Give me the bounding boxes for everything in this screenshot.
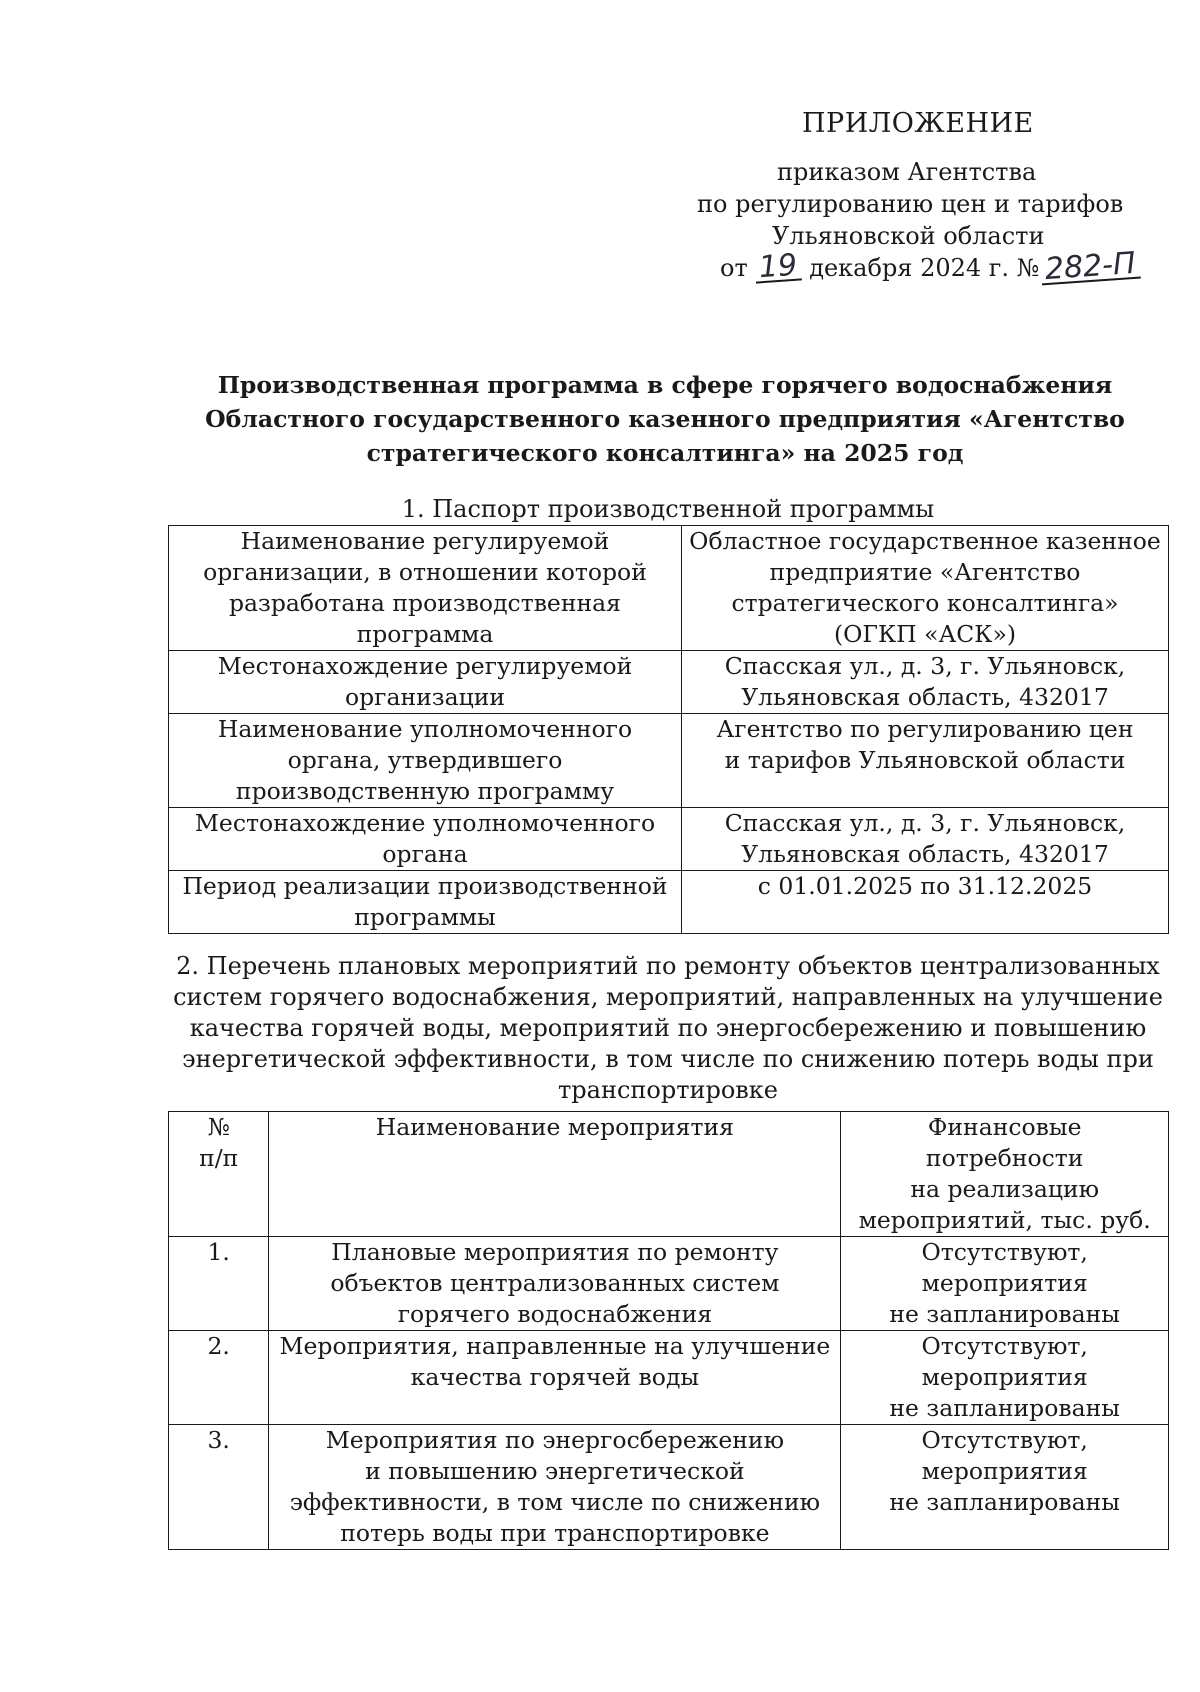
cell-line: Спасская ул., д. 3, г. Ульяновск, [724,809,1126,837]
table-row [169,1425,1169,1550]
cell-line: мероприятия [921,1363,1088,1391]
passport-value [682,871,1169,934]
cell-line: (ОГКП «АСК») [833,620,1017,648]
cell-line: Ульяновская область, 432017 [741,840,1109,868]
cell-line: Отсутствуют, [921,1426,1088,1454]
cell-line: организации, в отношении которой [203,558,647,586]
passport-value [682,808,1169,871]
cell-line: не запланированы [889,1300,1120,1328]
appendix-line-3: Ульяновской области [772,222,1045,250]
cell-line: потерь воды при транспортировке [340,1519,770,1547]
cell-line: с 01.01.2025 по 31.12.2025 [757,872,1093,900]
row-fin [841,1425,1169,1550]
cell-line: не запланированы [889,1488,1120,1516]
cell-line: Финансовые [927,1113,1082,1141]
cell-line: Наименование регулируемой [240,527,610,555]
cell-line: Период реализации производственной [182,872,668,900]
cell-line: программа [356,620,494,648]
caption-line: качества горячей воды, мероприятий по энергосбережению и повышению [189,1014,1147,1042]
cell-line: Мероприятия, направленные на улучшение [279,1332,831,1360]
cell-line: и повышению энергетической [365,1457,745,1485]
cell-line: органа [382,840,468,868]
cell-line: органа, утвердившего [287,746,563,774]
title-line-2: Областного государственного казенного предприятия «Агентство [205,405,1125,433]
title-line-3: стратегического консалтинга» на 2025 год [366,439,964,467]
row-name [269,1331,841,1425]
cell-line: объектов централизованных систем [330,1269,780,1297]
measures-table [168,1111,1169,1550]
caption-line: энергетической эффективности, в том числе по снижению потерь воды при [182,1045,1154,1073]
cell-line: стратегического консалтинга» [731,589,1119,617]
table-row [169,714,1169,808]
cell-line: предприятие «Агентство [769,558,1081,586]
caption-line: 2. Перечень плановых мероприятий по ремонту объектов централизованных [176,952,1160,980]
cell-line: Наименование мероприятия [375,1113,734,1141]
order-number-handwritten: 282-П [1040,251,1140,286]
cell-line: программы [354,903,496,931]
cell-line: Областное государственное казенное [689,527,1161,555]
cell-line: организации [344,683,506,711]
passport-value [682,651,1169,714]
cell-line: качества горячей воды [410,1363,700,1391]
passport-label [169,871,682,934]
caption-line: систем горячего водоснабжения, мероприятий, направленных на улучшение [173,983,1163,1011]
cell-line: Ульяновская область, 432017 [741,683,1109,711]
table-row [169,1237,1169,1331]
title-line-1: Производственная программа в сфере горячего водоснабжения [217,371,1113,399]
measures-caption [168,951,1168,1106]
row-num: 1. [169,1237,269,1331]
row-name [269,1237,841,1331]
cell-line: мероприятия [921,1457,1088,1485]
table-row [169,526,1169,651]
appendix-line-1: приказом Агентства [777,158,1037,186]
cell-line: разработана производственная [228,589,622,617]
appendix-line-2: по регулированию цен и тарифов [697,190,1124,218]
cell-line: и тарифов Ульяновской области [724,746,1126,774]
cell-line: Плановые мероприятия по ремонту [331,1238,779,1266]
header-fin [841,1112,1169,1237]
date-day-handwritten: 19 [754,252,802,283]
passport-value [682,526,1169,651]
cell-line: потребности [925,1144,1084,1172]
cell-line: мероприятия [921,1269,1088,1297]
caption-line: транспортировке [558,1076,778,1104]
cell-line: не запланированы [889,1394,1120,1422]
cell-line: мероприятий, тыс. руб. [858,1206,1151,1234]
header-num [169,1112,269,1237]
date-rest: декабря 2024 г. № [809,254,1040,282]
row-fin [841,1331,1169,1425]
cell-line: Агентство по регулированию цен [716,715,1134,743]
header-name [269,1112,841,1237]
passport-label [169,714,682,808]
cell-line: Отсутствуют, [921,1332,1088,1360]
cell-line: п/п [199,1144,239,1172]
passport-label [169,808,682,871]
table-row [169,808,1169,871]
appendix-date-line [720,245,1140,288]
cell-line: № [207,1113,230,1141]
cell-line: Мероприятия по энергосбережению [325,1426,785,1454]
document-title [160,368,1170,470]
appendix-title: ПРИЛОЖЕНИЕ [802,108,1034,139]
passport-label [169,651,682,714]
cell-line: эффективности, в том числе по снижению [289,1488,821,1516]
table-row [169,1331,1169,1425]
row-name [269,1425,841,1550]
passport-value [682,714,1169,808]
table-header-row [169,1112,1169,1237]
date-prefix: от [720,254,748,282]
cell-line: Спасская ул., д. 3, г. Ульяновск, [724,652,1126,680]
cell-line: Наименование уполномоченного [217,715,633,743]
row-fin [841,1237,1169,1331]
passport-caption: 1. Паспорт производственной программы [401,495,935,523]
cell-line: горячего водоснабжения [397,1300,713,1328]
row-num: 3. [169,1425,269,1550]
cell-line: Местонахождение регулируемой [217,652,633,680]
row-num: 2. [169,1331,269,1425]
table-row [169,651,1169,714]
passport-label [169,526,682,651]
passport-table [168,525,1169,934]
cell-line: Отсутствуют, [921,1238,1088,1266]
table-row [169,871,1169,934]
cell-line: производственную программу [235,777,615,805]
cell-line: на реализацию [910,1175,1100,1203]
cell-line: Местонахождение уполномоченного [194,809,656,837]
